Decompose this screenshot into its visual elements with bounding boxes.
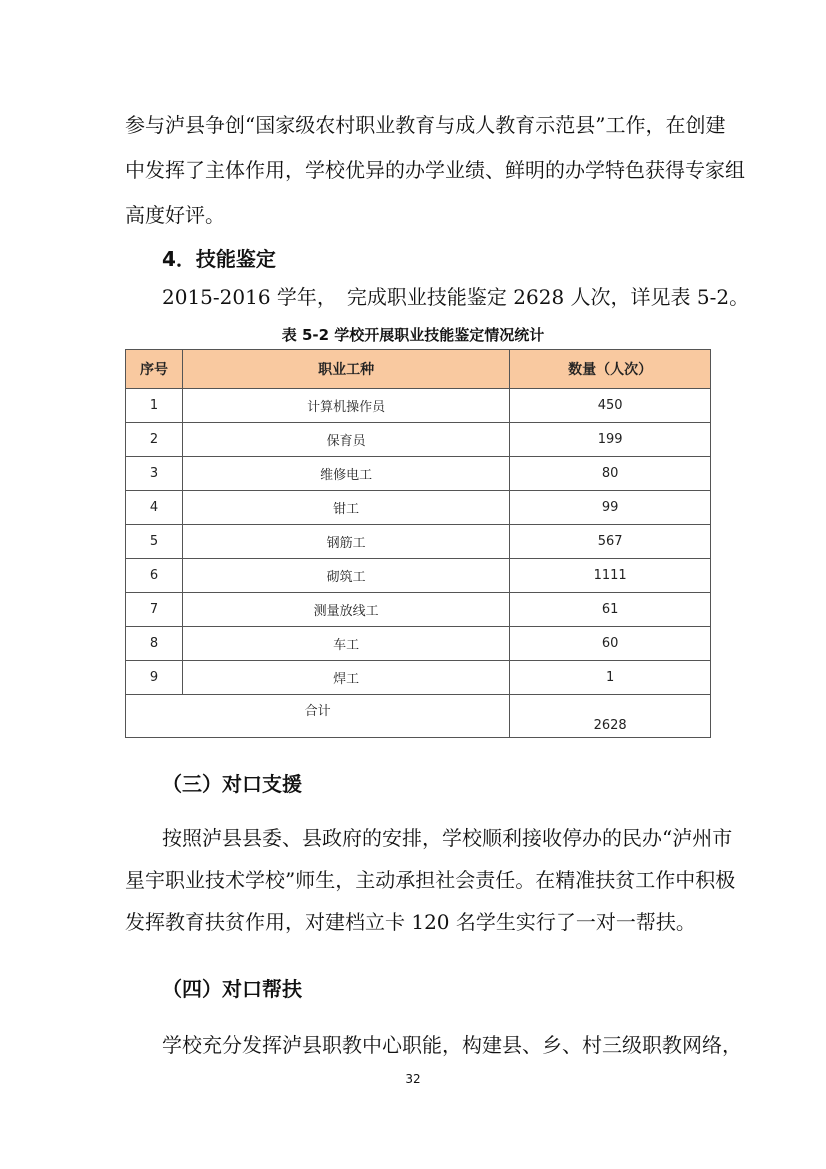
row-job: 砌筑工 (182, 559, 509, 593)
row-index: 4 (126, 491, 183, 525)
table-row (126, 525, 711, 559)
text-line: 学校充分发挥泸县职教中心职能，构建县、乡、村三级职教网络， (162, 1033, 742, 1057)
row-count: 1111 (510, 559, 711, 593)
total-value: 2628 (510, 695, 711, 738)
page-number: 32 (405, 1072, 421, 1086)
row-index: 2 (126, 423, 183, 457)
text-line: 按照泸县县委、县政府的安排，学校顺利接收停办的民办“泸州市 (162, 826, 733, 850)
table-row (126, 661, 711, 695)
table-row (126, 593, 711, 627)
row-job: 计算机操作员 (182, 389, 509, 423)
table-total-row (126, 695, 711, 738)
row-count: 99 (510, 491, 711, 525)
header-job: 职业工种 (182, 350, 509, 389)
table-row (126, 559, 711, 593)
table-header-row (126, 350, 711, 389)
row-count: 1 (510, 661, 711, 695)
text-line: 发挥教育扶贫作用，对建档立卡 120 名学生实行了一对一帮扶。 (125, 910, 696, 934)
table-row (126, 389, 711, 423)
table-row (126, 423, 711, 457)
row-index: 7 (126, 593, 183, 627)
row-job: 测量放线工 (182, 593, 509, 627)
skill-text: 2015-2016 学年， 完成职业技能鉴定 2628 人次，详见表 5-2。 (162, 285, 750, 309)
row-count: 61 (510, 593, 711, 627)
table-row (126, 627, 711, 661)
text-line: 高度好评。 (125, 203, 225, 227)
row-index: 9 (126, 661, 183, 695)
row-count: 450 (510, 389, 711, 423)
row-count: 567 (510, 525, 711, 559)
header-index: 序号 (126, 350, 183, 389)
table-row (126, 491, 711, 525)
row-index: 8 (126, 627, 183, 661)
table-caption: 表 5-2 学校开展职业技能鉴定情况统计 (281, 326, 545, 344)
row-index: 3 (126, 457, 183, 491)
table-row (126, 457, 711, 491)
text-line: 中发挥了主体作用，学校优异的办学业绩、鲜明的办学特色获得专家组 (125, 158, 745, 182)
skill-heading: 4．技能鉴定 (162, 247, 276, 271)
row-job: 焊工 (182, 661, 509, 695)
text-line: 参与泸县争创“国家级农村职业教育与成人教育示范县”工作，在创建 (125, 113, 726, 137)
row-index: 6 (126, 559, 183, 593)
row-count: 60 (510, 627, 711, 661)
row-job: 钳工 (182, 491, 509, 525)
row-job: 保育员 (182, 423, 509, 457)
section3-heading: （三）对口支援 (162, 772, 302, 796)
header-count: 数量（人次） (510, 350, 711, 389)
row-job: 钢筋工 (182, 525, 509, 559)
total-label: 合计 (126, 695, 510, 738)
skill-stats-table (125, 349, 711, 738)
row-index: 5 (126, 525, 183, 559)
section4-heading: （四）对口帮扶 (162, 977, 302, 1001)
row-index: 1 (126, 389, 183, 423)
row-job: 维修电工 (182, 457, 509, 491)
row-job: 车工 (182, 627, 509, 661)
row-count: 80 (510, 457, 711, 491)
text-line: 星宇职业技术学校”师生，主动承担社会责任。在精准扶贫工作中积极 (125, 868, 736, 892)
row-count: 199 (510, 423, 711, 457)
